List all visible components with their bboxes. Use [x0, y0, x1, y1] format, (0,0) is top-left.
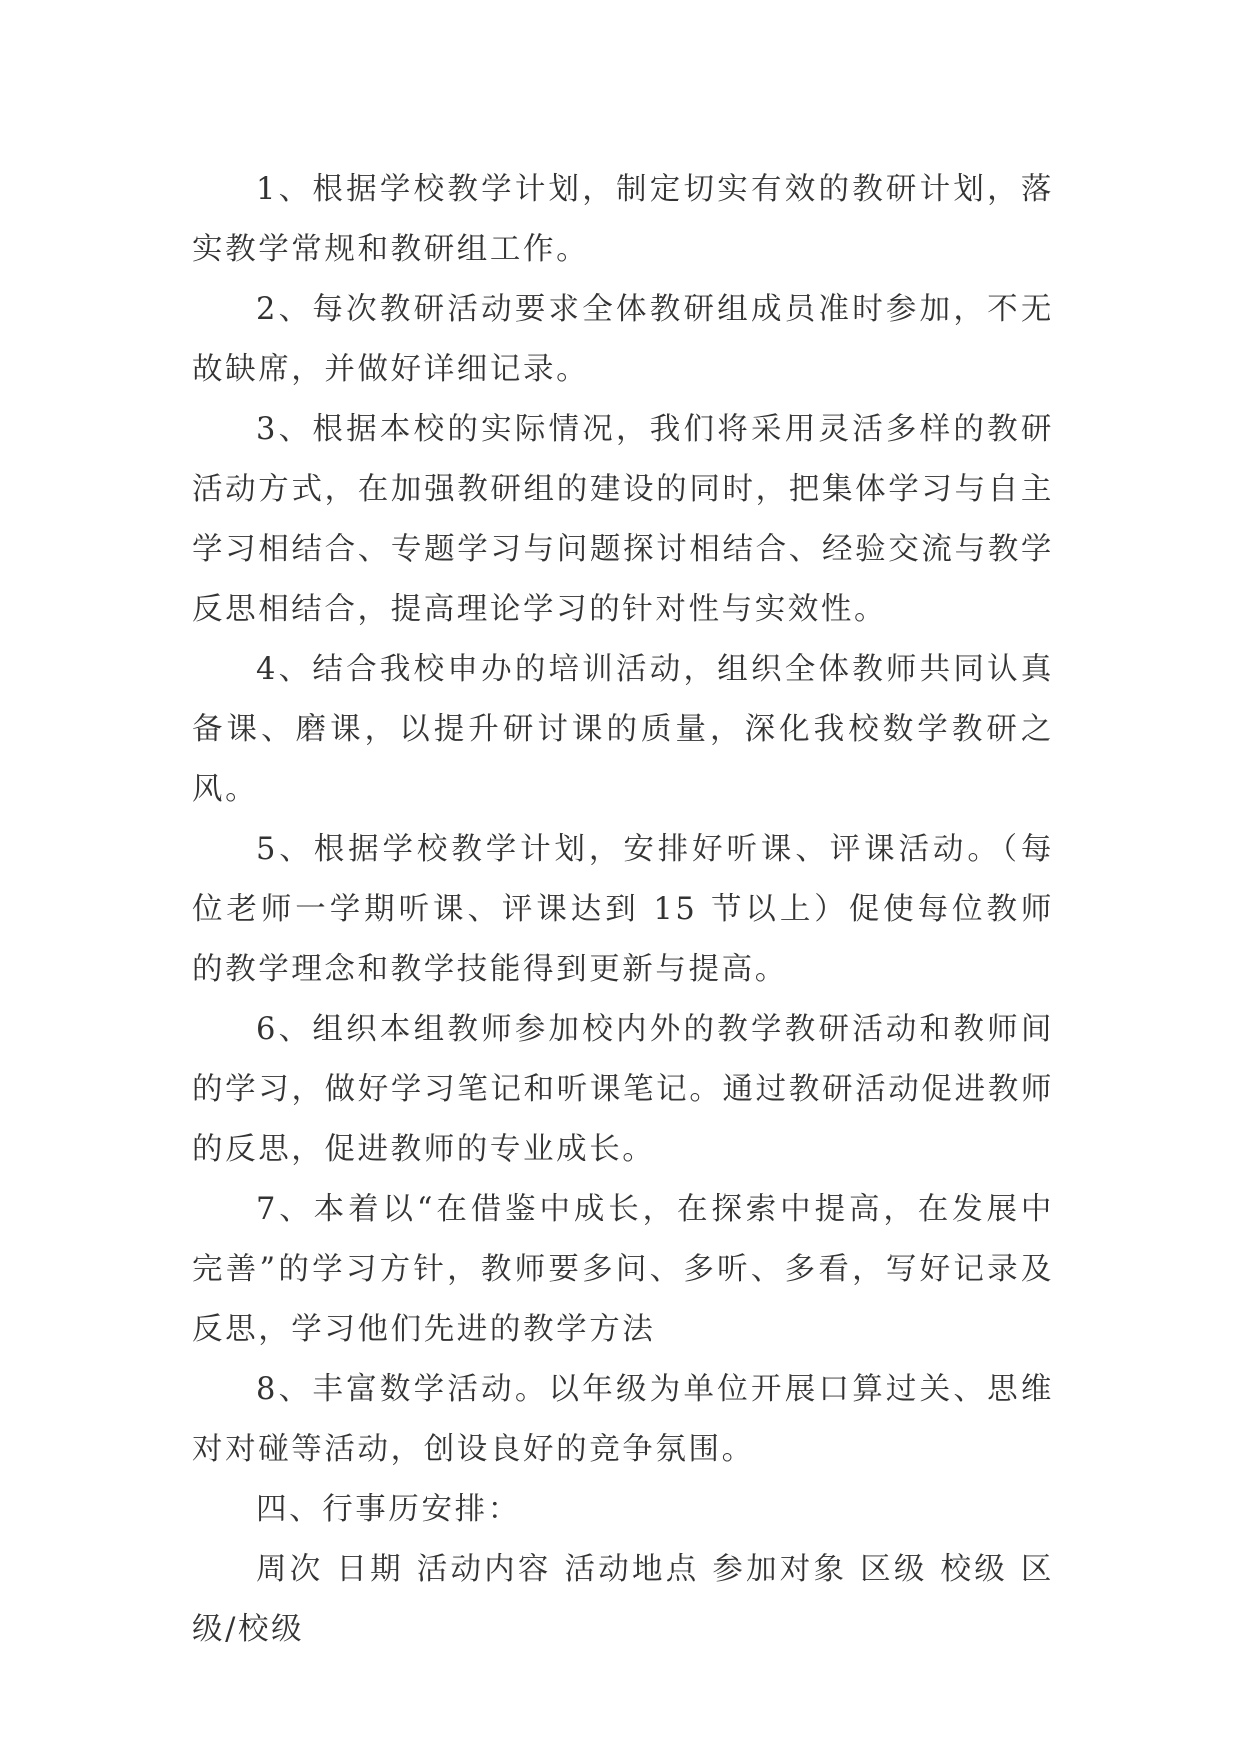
paragraph-item-1: 1、根据学校教学计划，制定切实有效的教研计划，落实教学常规和教研组工作。: [192, 172, 1054, 267]
paragraph-item-6: 6、组织本组教师参加校内外的教学教研活动和教师间的学习，做好学习笔记和听课笔记。通过教研活动促进教师的反思，促进教师的专业成长。: [192, 1012, 1054, 1167]
paragraph-item-5: 5、根据学校教学计划，安排好听课、评课活动。（每位老师一学期听课、评课达到 15 节以上）促使每位教师的教学理念和教学技能得到更新与提高。: [192, 832, 1054, 987]
paragraph-item-7: 7、本着以“在借鉴中成长，在探索中提高，在发展中完善”的学习方针，教师要多问、多听、多看，写好记录及反思，学习他们先进的教学方法: [192, 1192, 1054, 1347]
paragraph-item-3: 3、根据本校的实际情况，我们将采用灵活多样的教研活动方式，在加强教研组的建设的同时，把集体学习与自主学习相结合、专题学习与问题探讨相结合、经验交流与教学反思相结合，提高理论学习的针对性与实效性。: [192, 412, 1054, 627]
schedule-header-row: 周次 日期 活动内容 活动地点 参加对象 区级 校级 区级/校级: [192, 1552, 1054, 1647]
document-body: [192, 160, 1054, 1660]
paragraph-item-8: 8、丰富数学活动。以年级为单位开展口算过关、思维对对碰等活动，创设良好的竞争氛围。: [192, 1372, 1054, 1467]
paragraph-item-2: 2、每次教研活动要求全体教研组成员准时参加，不无故缺席，并做好详细记录。: [192, 292, 1054, 387]
section-heading: 四、行事历安排：: [256, 1492, 521, 1527]
paragraph-item-4: 4、结合我校申办的培训活动，组织全体教师共同认真备课、磨课，以提升研讨课的质量，深化我校数学教研之风。: [192, 652, 1054, 807]
